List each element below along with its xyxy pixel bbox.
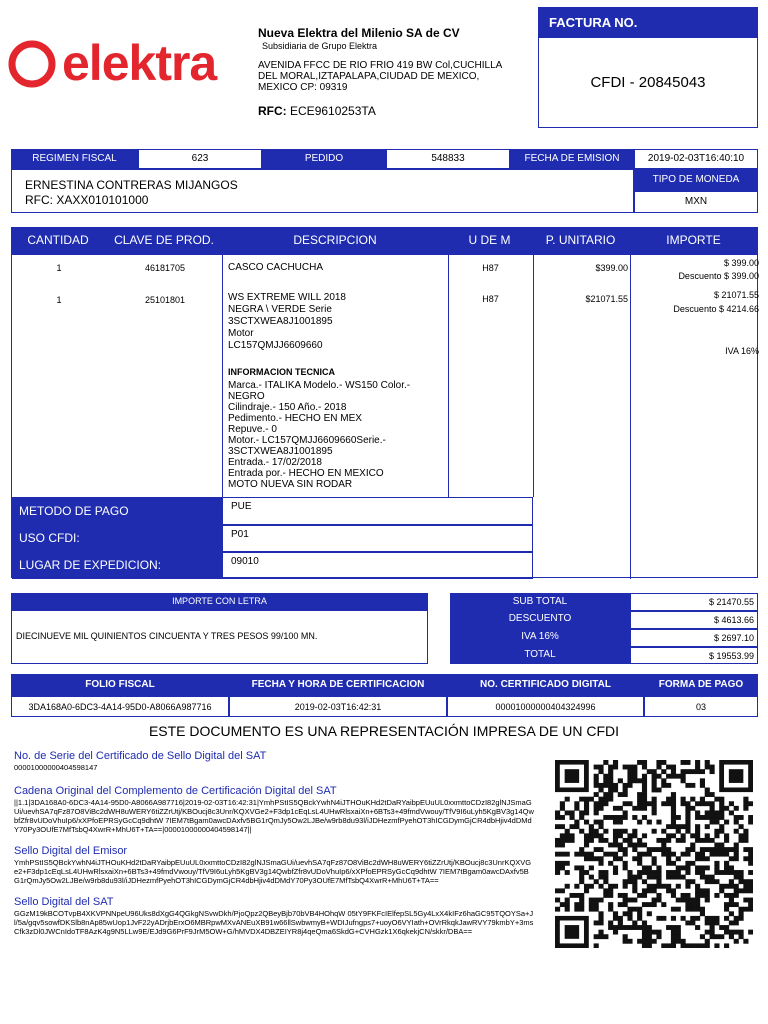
- qr-code-icon: [555, 760, 753, 948]
- forma-pago-label: FORMA DE PAGO: [658, 679, 744, 690]
- info-tecnica-text: Marca.- ITALIKA Modelo.- WS150 Color.- NEGRO Cilindraje.- 150 Año.- 2018 Pedimento.- HECHO EN MEX Repuve.- 0 Motor.- LC157QMJJ6609660Serie.- 3SCTXWEA8J1001895 Entrada.- 17/02/2018 Entrada por.- HECHO EN MEXICO MOTO NUEVA SIN RODAR: [228, 380, 411, 490]
- invoice-number: CFDI - 20845043: [590, 74, 706, 91]
- item-udem: H87: [482, 294, 499, 304]
- payment-labels: [12, 497, 222, 579]
- importe-letra-label: IMPORTE CON LETRA: [11, 593, 428, 610]
- item-clave: 46181705: [144, 263, 186, 273]
- item-cantidad: 1: [56, 263, 62, 273]
- items-header: [11, 227, 758, 254]
- col-divider: [533, 255, 534, 497]
- iva-value: $ 2697.10: [630, 629, 758, 647]
- rfc-value: ECE9610253TA: [290, 104, 376, 118]
- invoice-title: FACTURA NO.: [539, 8, 757, 38]
- sello-sat-value: GGzM19kBCOTvpB4XKVPNNpeU96Uks8dXgG4QGkgNSvwDkh/PjoQpz2QBeyBjb70bVB4HOhqW 05tY9FKFcIElfepSL5Gy4LxX4kIFz6haGC95TQOYSa+Jl/5a/gqv5sowfDKSlb8nAp85wUop1JvF22yADrjbErxO6MBRpwMXvANEuXB91w66llSwbwmyB+WDIJufngps7+uoyO6VYIath+OVrRkqkJawRVY79kmbY+3msCfk3zDl0JWCnIdoTF8AzK4g9N5LLw9E/EJd9G6PrF9JrM5OW+G/hMVDX4DBZEIYR8j4qeQma6SkdG+CVHGzk1X6qkekjCN/skkr/DBA==: [14, 909, 534, 936]
- cadena-original-value: ||1.1|3DA168A0-6DC3-4A14-95D0-A8066A987716|2019-02-03T16:42:31|YmhPStIS5QBckYwhN4iJTHOuKHd2tDaRYaibpEUuUL0xxmttoCDzI82glNJSmaGUi/uevhSA7qFz87O8ViBc2dWH8uWERY6tiZZrUtj/KBOucj8c3Unr/KQXVGe2+F3dp1cEqLsL4UHwRlsxaiXn+6BTs3+49fmdVwouy/TfV9I6uLyh5KgBV3g14QwbfZfr8vUDoVhuIp6/xXPfoEPRSyGcCq9dhtW 7IEM7tBgam0awcDAxfv5BG1rQmJy5Ow2LJBe/w9rb8du93l/iJDHezmfPyehOT3hICGDymGjCR4dbHjiv4dDMdY70Py3OUfE7MfTsbQ4XwrR+MhU6T+TA==|00001000000404598147||: [14, 798, 534, 834]
- descuento-label: DESCUENTO: [508, 613, 572, 624]
- col-cantidad: CANTIDAD: [27, 233, 89, 247]
- item-descripcion: CASCO CACHUCHA: [228, 262, 324, 273]
- metodo-value: PUE: [222, 497, 533, 525]
- item-descripcion: WS EXTREME WILL 2018 NEGRA \ VERDE Serie 3SCTXWEA8J1001895 Motor LC157QMJJ6609660: [228, 292, 346, 351]
- col-unitario: P. UNITARIO: [545, 233, 616, 247]
- pedido-label: PEDIDO: [262, 149, 386, 169]
- fecha-cert-label: FECHA Y HORA DE CERTIFICACION: [251, 679, 425, 690]
- cadena-original-label: Cadena Original del Complemento de Certificación Digital del SAT: [14, 785, 337, 797]
- descuento-value: $ 4613.66: [630, 611, 758, 629]
- iva-label: IVA 16%: [521, 631, 559, 642]
- company-rfc: [258, 104, 528, 118]
- total-value: $ 19553.99: [630, 647, 758, 664]
- folio-fiscal-value: 3DA168A0-6DC3-4A14-95D0-A8066A987716: [11, 696, 229, 717]
- company-subsidiary: Subsidiaria de Grupo Elektra: [262, 41, 378, 51]
- subtotal-label: SUB TOTAL: [512, 596, 568, 607]
- item-udem: H87: [482, 263, 499, 273]
- col-importe: IMPORTE: [666, 233, 721, 247]
- col-udem: U DE M: [468, 233, 511, 247]
- elektra-logo-icon: [6, 38, 58, 90]
- item-cantidad: 1: [56, 295, 62, 305]
- cert-header: [11, 674, 758, 696]
- company-address: AVENIDA FFCC DE RIO FRIO 419 BW Col,CUCHILLA DEL MORAL,IZTAPALAPA,CIUDAD DE MEXICO, MEXICO CP: 09319: [258, 60, 503, 93]
- no-cert-value: 00001000000404324996: [447, 696, 644, 717]
- pedido-value: 548833: [386, 149, 510, 169]
- col-clave: CLAVE DE PROD.: [114, 233, 214, 247]
- metodo-label: METODO DE PAGO: [19, 504, 129, 518]
- customer-rfc: RFC: XAXX010101000: [25, 193, 149, 207]
- subtotal-value: $ 21470.55: [630, 593, 758, 611]
- company-name: Nueva Elektra del Milenio SA de CV: [258, 26, 460, 40]
- forma-pago-value: 03: [644, 696, 758, 717]
- item-importe: $ 21071.55 Descuento $ 4214.66 IVA 16%: [673, 290, 759, 356]
- regimen-value: 623: [138, 149, 262, 169]
- customer-name: ERNESTINA CONTRERAS MIJANGOS: [25, 178, 238, 192]
- total-label: TOTAL: [524, 649, 556, 660]
- items-table-body: [11, 254, 758, 578]
- sello-emisor-label: Sello Digital del Emisor: [14, 845, 128, 857]
- item-clave: 25101801: [144, 295, 186, 305]
- fecha-value: 2019-02-03T16:40:10: [634, 149, 758, 169]
- col-divider: [448, 255, 449, 497]
- serie-cert-value: 00001000000404598147: [14, 763, 98, 772]
- uso-value: P01: [222, 525, 533, 552]
- moneda-value: MXN: [634, 191, 758, 213]
- customer-box: [11, 169, 634, 213]
- totals-label-panel: [450, 593, 630, 664]
- lugar-label: LUGAR DE EXPEDICION:: [19, 558, 162, 572]
- logo-wordmark: elektra: [62, 35, 217, 91]
- sello-emisor-value: YmhPStIS5QBckYwhN4iJTHOuKHd2tDaRYaibpEUuUL0xxmttoCDzI82glNJSmaGUi/uevhSA7qFz87O8ViBc2dWH8uWERY6tiZZrUtj/KBOucj8c3UnrKQXVGe2+F3dp1cEqLsL4UHwRlsxaiXn+6BTs3+49fmdVwouy/TfV9I6uLyh5KgBV3g14QwbfZfr8vUDoVhuIp6/xXPfoEPRSyGcCq9dhtW 7IEM7tBgam0awcDAxfv5BG1rQmJy5Ow2LJBe/w9rb8du93l/iJDHezmfPyehOT3hICGDymGjCR4dbHjiv4dDMdY70Py3OUfE7MfTsbQ4XwrR+MhU6T+TA==: [14, 858, 532, 885]
- item-importe: $ 399.00 Descuento $ 399.00: [678, 258, 759, 281]
- col-descripcion: DESCRIPCION: [293, 233, 377, 247]
- importe-letra-value: DIECINUEVE MIL QUINIENTOS CINCUENTA Y TRES PESOS 99/100 MN.: [11, 610, 428, 664]
- company-logo: [2, 24, 252, 102]
- lugar-value: 09010: [222, 552, 533, 579]
- fecha-label: FECHA DE EMISION: [510, 149, 634, 169]
- info-tecnica-title: INFORMACION TECNICA: [228, 367, 335, 377]
- representation-notice: ESTE DOCUMENTO ES UNA REPRESENTACIÓN IMPRESA DE UN CFDI: [148, 723, 620, 739]
- fecha-cert-value: 2019-02-03T16:42:31: [229, 696, 447, 717]
- rfc-label: RFC:: [258, 104, 287, 118]
- moneda-label: TIPO DE MONEDA: [634, 169, 758, 191]
- col-divider: [222, 255, 223, 497]
- no-cert-label: NO. CERTIFICADO DIGITAL: [480, 679, 611, 690]
- regimen-label: REGIMEN FISCAL: [11, 149, 138, 169]
- item-unitario: $21071.55: [585, 294, 628, 304]
- serie-cert-label: No. de Serie del Certificado de Sello Digital del SAT: [14, 750, 267, 762]
- item-unitario: $399.00: [595, 263, 628, 273]
- sello-sat-label: Sello Digital del SAT: [14, 896, 114, 908]
- folio-fiscal-label: FOLIO FISCAL: [85, 679, 155, 690]
- uso-label: USO CFDI:: [19, 531, 80, 545]
- invoice-box: [538, 7, 758, 128]
